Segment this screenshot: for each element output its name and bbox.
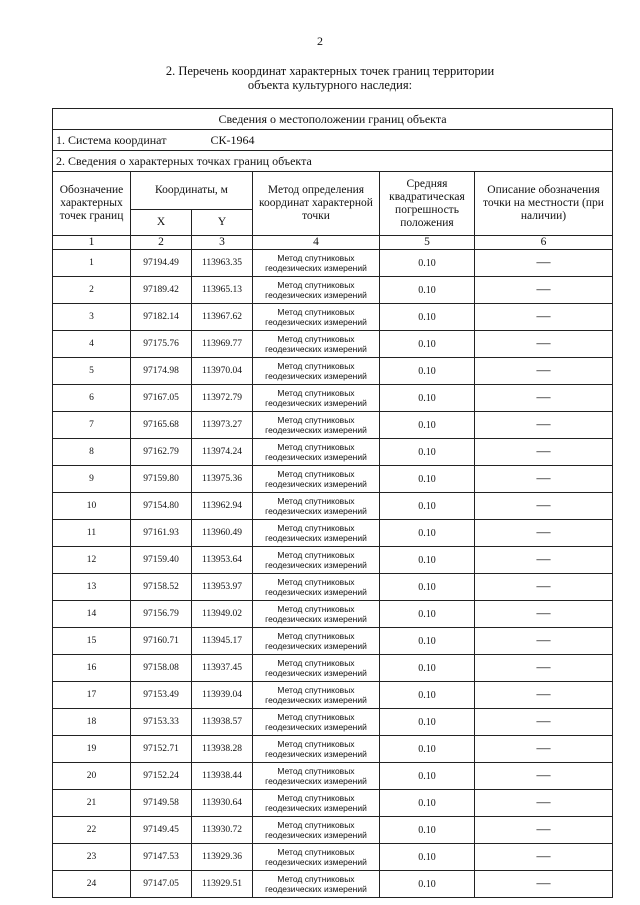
description-cell: — [475, 493, 613, 520]
method-cell: Метод спутниковых геодезических измерений [253, 331, 380, 358]
coordinate-system-row [53, 130, 613, 151]
coord-y: 113963.35 [192, 250, 253, 277]
point-id: 10 [53, 493, 131, 520]
table-row [53, 871, 613, 898]
method-cell: Метод спутниковых геодезических измерений [253, 358, 380, 385]
header-designation: Обозначение характерных точек границ [53, 172, 131, 236]
coord-x: 97161.93 [131, 520, 192, 547]
coord-x: 97147.53 [131, 844, 192, 871]
heading-line-2: объекта культурного наследия: [247, 78, 413, 92]
point-id: 21 [53, 790, 131, 817]
accuracy-cell: 0.10 [380, 493, 475, 520]
accuracy-cell: 0.10 [380, 304, 475, 331]
method-cell: Метод спутниковых геодезических измерений [253, 385, 380, 412]
point-id: 14 [53, 601, 131, 628]
description-cell: — [475, 439, 613, 466]
coord-x: 97162.79 [131, 439, 192, 466]
accuracy-cell: 0.10 [380, 466, 475, 493]
point-id: 13 [53, 574, 131, 601]
description-cell: — [475, 763, 613, 790]
coord-x: 97152.24 [131, 763, 192, 790]
description-cell: — [475, 736, 613, 763]
accuracy-cell: 0.10 [380, 601, 475, 628]
coord-x: 97159.40 [131, 547, 192, 574]
header-description: Описание обозначения точки на местности (при наличии) [475, 172, 613, 236]
accuracy-cell: 0.10 [380, 385, 475, 412]
header-accuracy: Средняя квадратическая погрешность положения [380, 172, 475, 236]
description-cell: — [475, 250, 613, 277]
accuracy-cell: 0.10 [380, 736, 475, 763]
method-cell: Метод спутниковых геодезических измерений [253, 817, 380, 844]
coord-x: 97156.79 [131, 601, 192, 628]
table-row [53, 331, 613, 358]
accuracy-cell: 0.10 [380, 655, 475, 682]
header-y: Y [192, 210, 253, 236]
table-row [53, 439, 613, 466]
method-cell: Метод спутниковых геодезических измерений [253, 628, 380, 655]
method-cell: Метод спутниковых геодезических измерений [253, 547, 380, 574]
point-id: 1 [53, 250, 131, 277]
description-cell: — [475, 520, 613, 547]
coordinate-system-value: СК-1964 [210, 132, 255, 147]
point-id: 8 [53, 439, 131, 466]
point-id: 20 [53, 763, 131, 790]
coord-y: 113969.77 [192, 331, 253, 358]
method-cell: Метод спутниковых геодезических измерений [253, 844, 380, 871]
accuracy-cell: 0.10 [380, 790, 475, 817]
coord-y: 113938.28 [192, 736, 253, 763]
coord-y: 113929.36 [192, 844, 253, 871]
method-cell: Метод спутниковых геодезических измерений [253, 412, 380, 439]
point-id: 2 [53, 277, 131, 304]
coord-x: 97149.58 [131, 790, 192, 817]
coord-x: 97147.05 [131, 871, 192, 898]
column-number: 2 [131, 236, 192, 250]
header-method: Метод определения координат характерной точки [253, 172, 380, 236]
coordinates-table [52, 108, 613, 898]
column-number: 4 [253, 236, 380, 250]
point-id: 15 [53, 628, 131, 655]
table-row [53, 385, 613, 412]
coord-x: 97152.71 [131, 736, 192, 763]
description-cell: — [475, 466, 613, 493]
table-row [53, 520, 613, 547]
coord-y: 113930.72 [192, 817, 253, 844]
method-cell: Метод спутниковых геодезических измерений [253, 574, 380, 601]
coord-y: 113970.04 [192, 358, 253, 385]
accuracy-cell: 0.10 [380, 439, 475, 466]
coord-x: 97167.05 [131, 385, 192, 412]
method-cell: Метод спутниковых геодезических измерений [253, 601, 380, 628]
table-row [53, 493, 613, 520]
point-id: 22 [53, 817, 131, 844]
description-cell: — [475, 871, 613, 898]
coord-y: 113938.44 [192, 763, 253, 790]
coord-x: 97165.68 [131, 412, 192, 439]
description-cell: — [475, 304, 613, 331]
table-row [53, 601, 613, 628]
accuracy-cell: 0.10 [380, 412, 475, 439]
method-cell: Метод спутниковых геодезических измерений [253, 709, 380, 736]
method-cell: Метод спутниковых геодезических измерений [253, 682, 380, 709]
coord-x: 97189.42 [131, 277, 192, 304]
method-cell: Метод спутниковых геодезических измерений [253, 763, 380, 790]
coord-y: 113960.49 [192, 520, 253, 547]
accuracy-cell: 0.10 [380, 358, 475, 385]
accuracy-cell: 0.10 [380, 277, 475, 304]
accuracy-cell: 0.10 [380, 844, 475, 871]
column-number: 3 [192, 236, 253, 250]
coord-y: 113974.24 [192, 439, 253, 466]
coord-x: 97158.52 [131, 574, 192, 601]
method-cell: Метод спутниковых геодезических измерений [253, 493, 380, 520]
method-cell: Метод спутниковых геодезических измерений [253, 250, 380, 277]
description-cell: — [475, 682, 613, 709]
point-id: 9 [53, 466, 131, 493]
point-id: 17 [53, 682, 131, 709]
header-x: X [131, 210, 192, 236]
method-cell: Метод спутниковых геодезических измерений [253, 466, 380, 493]
table-row [53, 466, 613, 493]
coord-x: 97158.08 [131, 655, 192, 682]
method-cell: Метод спутниковых геодезических измерений [253, 655, 380, 682]
point-id: 12 [53, 547, 131, 574]
description-cell: — [475, 655, 613, 682]
coord-y: 113965.13 [192, 277, 253, 304]
coord-y: 113929.51 [192, 871, 253, 898]
method-cell: Метод спутниковых геодезических измерений [253, 520, 380, 547]
point-id: 19 [53, 736, 131, 763]
method-cell: Метод спутниковых геодезических измерений [253, 871, 380, 898]
table-row [53, 817, 613, 844]
coord-x: 97153.49 [131, 682, 192, 709]
accuracy-cell: 0.10 [380, 871, 475, 898]
description-cell: — [475, 412, 613, 439]
coord-x: 97153.33 [131, 709, 192, 736]
table-row [53, 682, 613, 709]
point-id: 4 [53, 331, 131, 358]
coord-y: 113962.94 [192, 493, 253, 520]
accuracy-cell: 0.10 [380, 331, 475, 358]
column-number: 1 [53, 236, 131, 250]
table-row [53, 574, 613, 601]
coord-y: 113949.02 [192, 601, 253, 628]
header-coordinates: Координаты, м [131, 172, 253, 210]
point-id: 24 [53, 871, 131, 898]
method-cell: Метод спутниковых геодезических измерений [253, 736, 380, 763]
heading-line-1: 2. Перечень координат характерных точек границ территории [165, 64, 495, 78]
coord-x: 97159.80 [131, 466, 192, 493]
method-cell: Метод спутниковых геодезических измерений [253, 439, 380, 466]
accuracy-cell: 0.10 [380, 682, 475, 709]
coord-y: 113937.45 [192, 655, 253, 682]
table-row [53, 763, 613, 790]
coordinate-system-label: 1. Система координат [56, 132, 167, 147]
column-number: 6 [475, 236, 613, 250]
table-row [53, 412, 613, 439]
table-row [53, 655, 613, 682]
coord-x: 97174.98 [131, 358, 192, 385]
coord-y: 113930.64 [192, 790, 253, 817]
point-id: 3 [53, 304, 131, 331]
coord-x: 97154.80 [131, 493, 192, 520]
description-cell: — [475, 547, 613, 574]
point-id: 18 [53, 709, 131, 736]
coord-y: 113938.57 [192, 709, 253, 736]
table-row [53, 304, 613, 331]
table-row [53, 844, 613, 871]
accuracy-cell: 0.10 [380, 520, 475, 547]
description-cell: — [475, 574, 613, 601]
description-cell: — [475, 331, 613, 358]
accuracy-cell: 0.10 [380, 709, 475, 736]
description-cell: — [475, 790, 613, 817]
table-row [53, 628, 613, 655]
coord-y: 113975.36 [192, 466, 253, 493]
section-heading [60, 64, 600, 92]
point-id: 6 [53, 385, 131, 412]
method-cell: Метод спутниковых геодезических измерений [253, 304, 380, 331]
table-row [53, 547, 613, 574]
accuracy-cell: 0.10 [380, 628, 475, 655]
column-number: 5 [380, 236, 475, 250]
point-id: 11 [53, 520, 131, 547]
description-cell: — [475, 385, 613, 412]
accuracy-cell: 0.10 [380, 763, 475, 790]
table-row [53, 250, 613, 277]
method-cell: Метод спутниковых геодезических измерений [253, 790, 380, 817]
table-row [53, 790, 613, 817]
accuracy-cell: 0.10 [380, 547, 475, 574]
coord-y: 113953.97 [192, 574, 253, 601]
table-title: Сведения о местоположении границ объекта [53, 109, 613, 130]
description-cell: — [475, 817, 613, 844]
description-cell: — [475, 358, 613, 385]
description-cell: — [475, 709, 613, 736]
description-cell: — [475, 844, 613, 871]
point-id: 7 [53, 412, 131, 439]
table-row [53, 277, 613, 304]
coord-y: 113953.64 [192, 547, 253, 574]
page-number: 2 [317, 34, 323, 48]
method-cell: Метод спутниковых геодезических измерений [253, 277, 380, 304]
coord-y: 113967.62 [192, 304, 253, 331]
accuracy-cell: 0.10 [380, 817, 475, 844]
table-row [53, 358, 613, 385]
coord-x: 97194.49 [131, 250, 192, 277]
points-section-label: 2. Сведения о характерных точках границ объекта [53, 151, 613, 172]
coord-y: 113972.79 [192, 385, 253, 412]
table-row [53, 736, 613, 763]
point-id: 5 [53, 358, 131, 385]
point-id: 16 [53, 655, 131, 682]
description-cell: — [475, 601, 613, 628]
table-row [53, 709, 613, 736]
coord-x: 97149.45 [131, 817, 192, 844]
coord-x: 97182.14 [131, 304, 192, 331]
coord-x: 97175.76 [131, 331, 192, 358]
coord-y: 113973.27 [192, 412, 253, 439]
description-cell: — [475, 628, 613, 655]
coord-x: 97160.71 [131, 628, 192, 655]
coord-y: 113945.17 [192, 628, 253, 655]
coord-y: 113939.04 [192, 682, 253, 709]
accuracy-cell: 0.10 [380, 250, 475, 277]
accuracy-cell: 0.10 [380, 574, 475, 601]
description-cell: — [475, 277, 613, 304]
point-id: 23 [53, 844, 131, 871]
